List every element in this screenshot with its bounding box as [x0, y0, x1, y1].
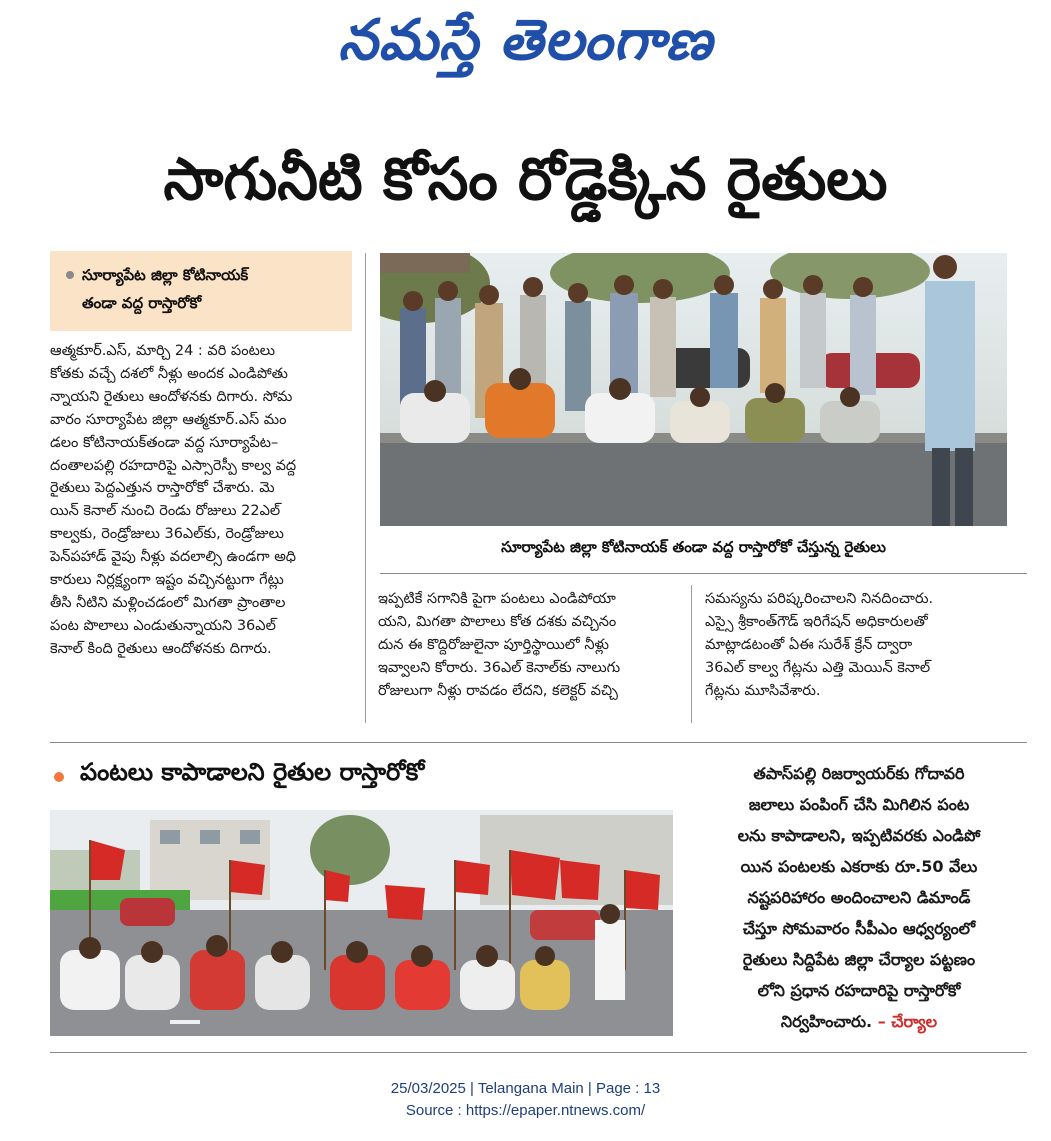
col1-line: రైతులు పెద్దఎత్తున రాస్తారోకో చేశారు. మె	[50, 480, 275, 497]
footer-source: Source : https://epaper.ntnews.com/	[405, 1102, 646, 1119]
second-story-line: యిన పంటలకు ఎకరాకు రూ.50 వేలు	[740, 857, 978, 876]
main-headline: సాగునీటి కోసం రోడ్డెక్కిన రైతులు	[163, 145, 888, 213]
col1-line: వారం సూర్యాపేట జిల్లా ఆత్మకూర్.ఎస్ మం	[50, 411, 287, 428]
section-divider	[50, 742, 1027, 743]
masthead-logo: నమస్తే తెలంగాణ	[338, 7, 713, 73]
second-story-line: నష్టపరిహారం అందించాలని డిమాండ్	[747, 888, 971, 907]
caption-rule	[380, 573, 1027, 574]
col1-line: న్నాయని రైతులు ఆందోళనకు దిగారు. సోమ	[50, 388, 293, 405]
col1-line: దంతాలపల్లి రహదారిపై ఎస్సారెస్పీ కాల్వ వద్ద	[50, 457, 297, 474]
col2-line: యని, మిగతా పొలాలు కోత దశకు వచ్చినం	[378, 613, 617, 630]
col1-line: తీసి నీటిని మళ్లించడంలో మిగతా ప్రాంతాల	[50, 594, 286, 611]
second-story-line: జలాలు పంపింగ్ చేసి మిగిలిన పంట	[748, 795, 970, 814]
col1-line: కెనాల్ కింది రైతులు ఆందోళనకు దిగారు.	[50, 640, 272, 657]
bullet-icon	[54, 772, 64, 782]
col2-line: రోజులుగా నీళ్లు రావడం లేదని, కలెక్టర్ వచ్చి	[378, 682, 618, 699]
col3-line: సమస్యను పరిష్కరించాలని నినదించారు.	[705, 591, 934, 607]
story-column-1	[50, 340, 352, 661]
protest-photo-second	[50, 810, 673, 1036]
col3-line: ఎస్సై శ్రీకాంత్‌గౌడ్ ఇరిగేషన్ అధికారులతో	[705, 613, 928, 630]
protest-photo-second-image	[50, 810, 673, 1036]
col1-line: డలం కోటినాయక్‌తండా వద్ద సూర్యాపేట–	[50, 434, 279, 451]
second-story-line: నిర్వహించారు.	[780, 1012, 873, 1031]
second-story-line: లోని ప్రధాన రహదారిపై రాస్తారోకో	[757, 981, 961, 1000]
story-column-3	[705, 588, 1010, 703]
column-divider	[365, 253, 366, 723]
bullet-icon	[66, 271, 74, 279]
col2-line: ఇప్పటికే సగానికి పైగా పంటలు ఎండిపోయా	[378, 591, 616, 607]
main-photo-caption: సూర్యాపేట జిల్లా కోటినాయక్ తండా వద్ద రాస్తారోకో చేస్తున్న రైతులు	[501, 538, 886, 556]
second-story-headline: పంటలు కాపాడాలని రైతుల రాస్తారోకో	[80, 758, 425, 786]
protest-photo-main-image	[380, 253, 1007, 526]
col2-line: దున ఈ కొద్దిరోజులైనా పూర్తిస్థాయిలో నీళ్లు	[378, 636, 609, 653]
dateline: – చేర్యాల	[872, 1012, 938, 1031]
story-column-2	[378, 588, 678, 703]
col2-line: ఇవ్వాలని కోరారు. 36ఎల్ కెనాల్‌కు నాలుగు	[378, 659, 621, 676]
col1-line: కోతకు వచ్చే దశలో నీళ్లు అందక ఎండిపోతు	[50, 365, 288, 382]
second-story-text	[694, 758, 1024, 1037]
protest-photo-main	[380, 253, 1007, 526]
col3-line: గేట్లను మూసివేశారు.	[705, 682, 821, 699]
second-story-line: రైతులు సిద్దిపేట జిల్లా చేర్యాల పట్టణం	[742, 950, 976, 969]
second-story-line: తపాస్‌పల్లి రిజర్వాయర్‌కు గోదావరి	[753, 764, 965, 783]
col1-line: ఆత్మకూర్.ఎస్, మార్చి 24 : వరి పంటలు	[50, 343, 276, 359]
second-story-line: చేస్తూ సోమవారం సీపీఎం ఆధ్వర్యంలో	[742, 919, 976, 938]
kicker-text	[82, 261, 344, 317]
col1-line: పెన్‌పహాడ్ వైపు నీళ్లు వదలాల్సి ఉండగా అధి	[50, 549, 297, 566]
column-divider	[691, 585, 692, 723]
col1-line: పంట పొలాలు ఎండుతున్నాయని 36ఎల్	[50, 617, 276, 634]
bottom-rule	[50, 1052, 1027, 1053]
kicker-line-2: తండా వద్ద రాస్తారోకో	[82, 294, 202, 312]
kicker-line-1: సూర్యాపేట జిల్లా కోటినాయక్	[82, 266, 249, 284]
col1-line: యిన్ కెనాల్ నుంచి రెండు రోజులు 22ఎల్	[50, 503, 281, 520]
kicker-box	[50, 251, 352, 331]
col1-line: కారులు నిర్లక్ష్యంగా ఇష్టం వచ్చినట్టుగా గేట్లు	[50, 572, 284, 589]
col1-line: కాల్వకు, రెండ్రోజులు 36ఎల్‌కు, రెండ్రోజులు	[50, 526, 284, 543]
footer-date-page: 25/03/2025 | Telangana Main | Page : 13	[390, 1080, 661, 1097]
col3-line: 36ఎల్ కాల్వ గేట్లను ఎత్తి మెయిన్ కెనాల్	[705, 659, 931, 676]
col3-line: మాట్లాడటంతో ఏఈ సురేశ్ క్రేన్ ద్వారా	[705, 636, 913, 653]
second-story-line: లను కాపాడాలని, ఇప్పటివరకు ఎండిపో	[737, 826, 981, 845]
second-story-last-line	[694, 1006, 1024, 1037]
